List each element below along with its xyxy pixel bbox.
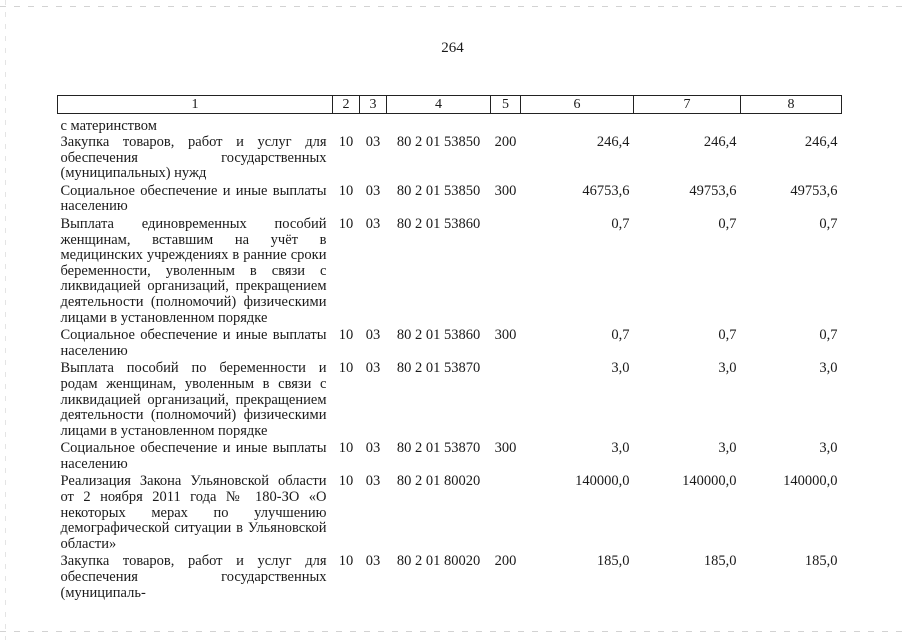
cell-amount-6: 0,7 [611, 215, 630, 232]
cell-amount-8: 49753,6 [790, 182, 838, 199]
column-header-8: 8 [741, 96, 842, 114]
cell-amount-6: 3,0 [611, 360, 630, 377]
cell-expense-type: 300 [494, 440, 517, 457]
cell-amount-7: 140000,0 [682, 473, 737, 490]
cell-subsection: 03 [365, 473, 381, 490]
cell-target-code: 80 2 01 80020 [396, 553, 481, 570]
row-description: с материнством [60, 118, 157, 134]
row-description: Закупка товаров, работ и услуг для обеспечения государственных (муниципальных) нужд [60, 134, 327, 182]
cell-amount-7: 0,7 [718, 215, 737, 232]
table-row [58, 217, 842, 328]
cell-subsection: 03 [365, 182, 381, 199]
cell-expense-type [491, 217, 521, 328]
cell-amount-8: 0,7 [819, 327, 838, 344]
cell-target-code: 80 2 01 53850 [396, 182, 481, 199]
cell-target-code [387, 119, 491, 135]
cell-section: 10 [338, 182, 354, 199]
column-header-6: 6 [521, 96, 634, 114]
cell-section: 10 [338, 473, 354, 490]
cell-expense-type: 200 [494, 553, 517, 570]
cell-subsection: 03 [365, 134, 381, 150]
column-number-header [58, 96, 842, 114]
table-row [58, 474, 842, 554]
table-row [58, 119, 842, 135]
row-description: Выплата единовременных пособий женщинам, вставшим на учёт в медицинских учреждениях в ранние сроки беременности, уволенным в связи с ликвидацией организаций, прекращением деятельности (полномочий) физическими лицами в установленном порядке [60, 215, 327, 326]
column-header-7: 7 [634, 96, 741, 114]
cell-target-code: 80 2 01 53860 [396, 327, 481, 344]
cell-section: 10 [338, 440, 354, 457]
column-header-2: 2 [333, 96, 360, 114]
column-header-1: 1 [58, 96, 333, 114]
row-description: Социальное обеспечение и иные выплаты населению [60, 182, 327, 215]
scan-edge-top [0, 6, 905, 7]
cell-amount-8: 3,0 [819, 360, 838, 377]
cell-section: 10 [338, 134, 354, 150]
row-description: Закупка товаров, работ и услуг для обеспечения государственных (муниципаль- [60, 553, 327, 601]
cell-section: 10 [338, 215, 354, 232]
cell-amount-8 [741, 119, 842, 135]
cell-amount-7: 3,0 [718, 360, 737, 377]
table-row [58, 184, 842, 217]
cell-target-code: 80 2 01 53860 [396, 215, 481, 232]
cell-target-code: 80 2 01 53850 [396, 134, 481, 150]
cell-amount-7: 3,0 [718, 440, 737, 457]
cell-section: 10 [338, 360, 354, 377]
row-description: Реализация Закона Ульяновской области от 2 ноября 2011 года № 180-ЗО «О некоторых мерах по улучшению демографической ситуации в Ульяновской области» [60, 473, 327, 552]
scan-edge-left [5, 0, 6, 640]
cell-expense-type: 300 [494, 182, 517, 199]
cell-amount-8: 140000,0 [783, 473, 838, 490]
cell-amount-6: 46753,6 [582, 182, 630, 199]
table-row [58, 361, 842, 441]
cell-amount-6: 185,0 [596, 553, 630, 570]
row-description: Социальное обеспечение и иные выплаты населению [60, 440, 327, 472]
cell-expense-type [491, 361, 521, 441]
cell-amount-8: 3,0 [819, 440, 838, 457]
cell-amount-7: 49753,6 [689, 182, 737, 199]
column-header-4: 4 [387, 96, 491, 114]
cell-amount-8: 185,0 [804, 553, 838, 570]
cell-amount-6: 140000,0 [575, 473, 630, 490]
cell-amount-8: 246,4 [804, 134, 838, 150]
cell-amount-7: 185,0 [703, 553, 737, 570]
budget-table [57, 95, 842, 603]
cell-amount-7 [634, 119, 741, 135]
cell-expense-type: 300 [494, 327, 517, 344]
cell-subsection: 03 [365, 553, 381, 570]
cell-target-code: 80 2 01 80020 [396, 473, 481, 490]
column-header-3: 3 [360, 96, 387, 114]
cell-subsection: 03 [365, 440, 381, 457]
cell-subsection: 03 [365, 215, 381, 232]
row-description: Выплата пособий по беременности и родам женщинам, уволенным в связи с ликвидацией организаций, прекращением деятельности (полномочий) физическими лицами в установленном порядке [60, 360, 327, 439]
cell-section [333, 119, 360, 135]
cell-subsection [360, 119, 387, 135]
table-row [58, 441, 842, 474]
cell-amount-7: 246,4 [703, 134, 737, 150]
cell-amount-7: 0,7 [718, 327, 737, 344]
cell-section: 10 [338, 327, 354, 344]
cell-subsection: 03 [365, 327, 381, 344]
cell-expense-type [491, 474, 521, 554]
row-description: Социальное обеспечение и иные выплаты населению [60, 327, 327, 359]
cell-target-code: 80 2 01 53870 [396, 360, 481, 377]
page-number: 264 [441, 40, 464, 56]
table-row [58, 554, 842, 603]
scan-edge-bottom [0, 631, 905, 632]
cell-subsection: 03 [365, 360, 381, 377]
cell-section: 10 [338, 553, 354, 570]
column-header-5: 5 [491, 96, 521, 114]
cell-amount-6: 0,7 [611, 327, 630, 344]
table-row [58, 135, 842, 184]
cell-expense-type [491, 119, 521, 135]
cell-amount-6: 3,0 [611, 440, 630, 457]
cell-amount-6 [521, 119, 634, 135]
cell-expense-type: 200 [494, 134, 517, 150]
cell-amount-6: 246,4 [596, 134, 630, 150]
table-row [58, 328, 842, 361]
cell-target-code: 80 2 01 53870 [396, 440, 481, 457]
cell-amount-8: 0,7 [819, 215, 838, 232]
